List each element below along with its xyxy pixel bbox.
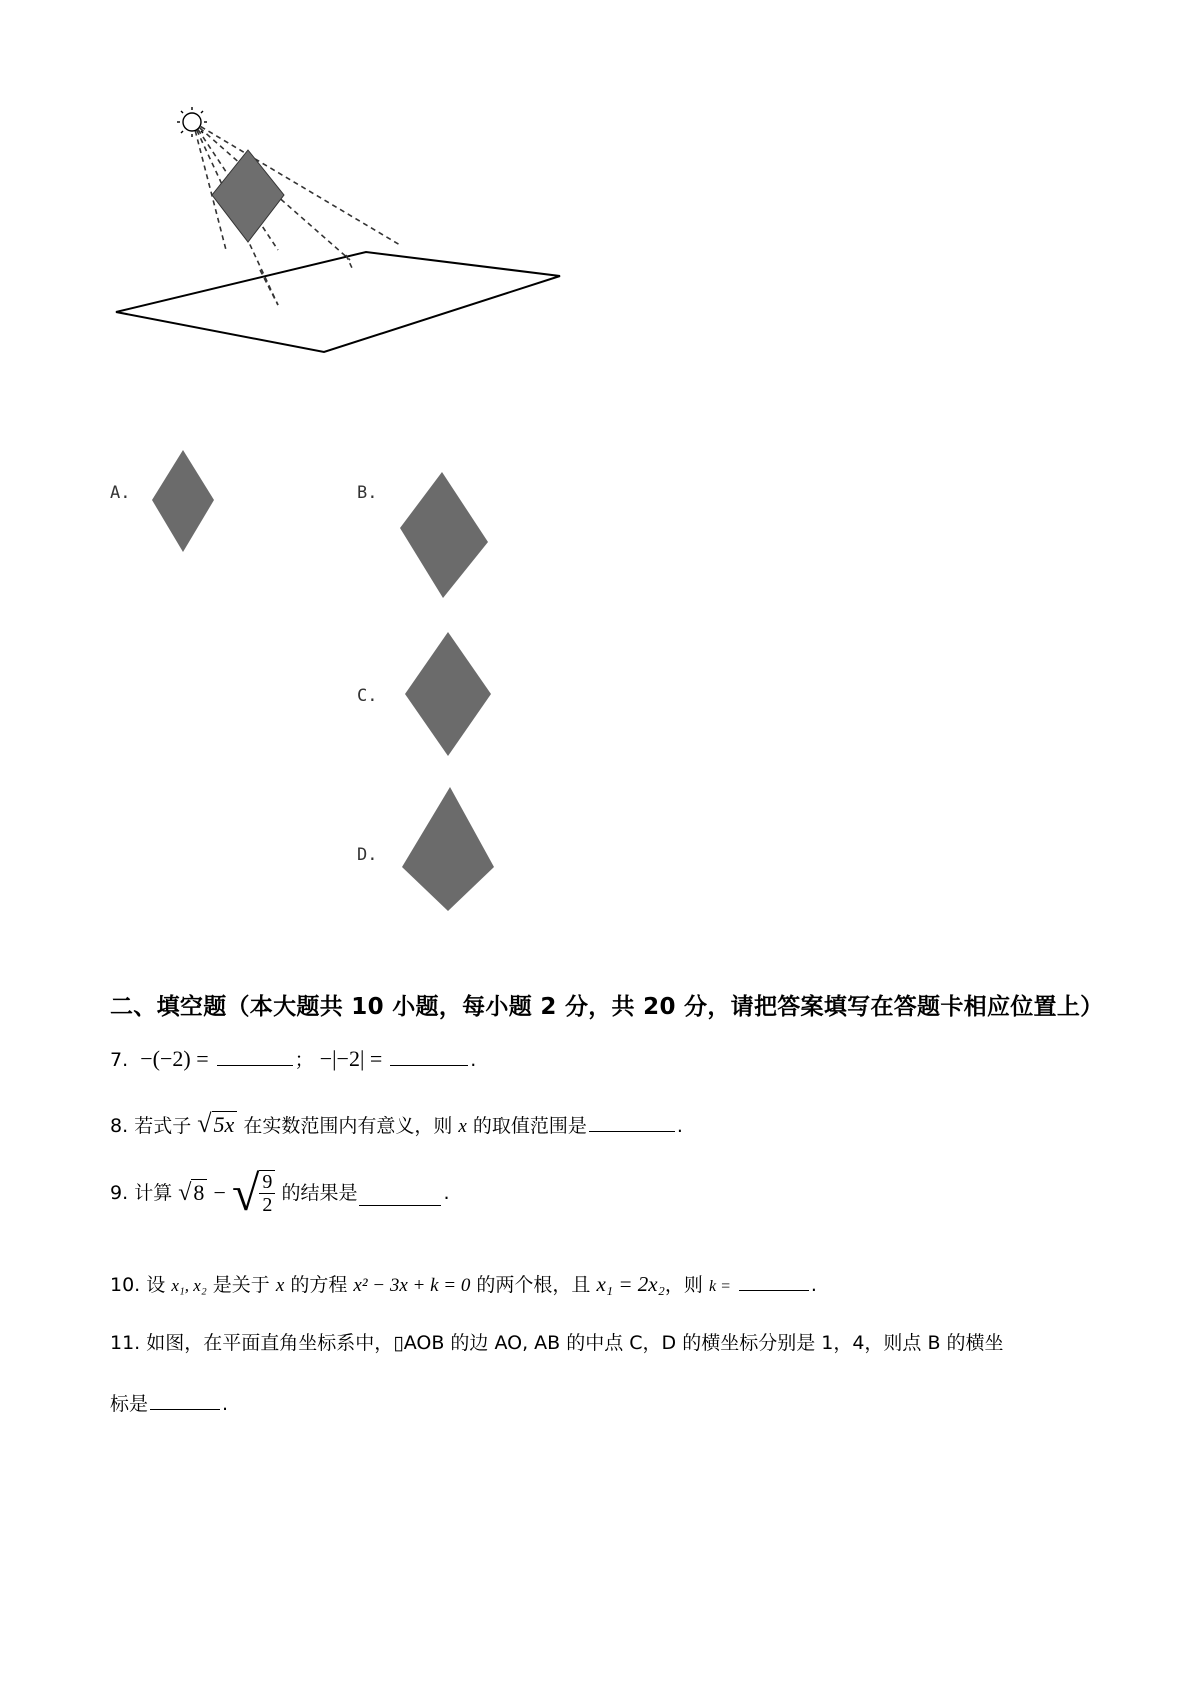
question-7: 7. −(−2) = ； −|−2| = . (110, 1046, 477, 1071)
answer-blank-11[interactable] (150, 1408, 220, 1410)
question-8: 8. 若式子 √5x 在实数范围内有意义，则 x 的取值范围是 . (110, 1109, 683, 1138)
answer-blank-7a[interactable] (217, 1064, 293, 1066)
answer-blank-9[interactable] (359, 1204, 441, 1206)
option-a-shape[interactable] (150, 448, 216, 554)
answer-blank-8[interactable] (589, 1130, 675, 1132)
section-heading: 二、填空题（本大题共 10 小题，每小题 2 分，共 20 分，请把答案填写在答题卡相应位置上） (110, 994, 1104, 1020)
option-b-shape[interactable] (398, 470, 490, 600)
option-a-label[interactable]: A. (110, 483, 131, 503)
option-d-shape[interactable] (400, 785, 496, 913)
answer-blank-10[interactable] (739, 1289, 809, 1291)
option-c-label[interactable]: C. (357, 686, 378, 706)
rhombus-object (212, 150, 284, 242)
question-11: 11. 如图，在平面直角坐标系中，▯AOB 的边 AO, AB 的中点 C，D 的横坐标分别是 1，4，则点 B 的横坐 (110, 1332, 1004, 1354)
option-c-shape[interactable] (403, 630, 493, 758)
light-rays (193, 122, 400, 305)
question-9: 9. 计算 √8 − √ $\frac{9}{2}$ 的结果是 . (110, 1165, 450, 1221)
question-10: 10. 设 x₁, x₂ 是关于 x 的方程 x² − 3x + k = 0 的两个根，且 x₁ = 2x₂，则 k = . (110, 1272, 817, 1296)
question-11-cont: 标是 . (110, 1393, 229, 1415)
answer-blank-7b[interactable] (390, 1064, 468, 1066)
light-source-icon (177, 107, 207, 137)
projection-figure (100, 100, 580, 370)
projection-plane (116, 252, 560, 352)
option-b-label[interactable]: B. (357, 483, 378, 503)
option-d-label[interactable]: D. (357, 845, 378, 865)
